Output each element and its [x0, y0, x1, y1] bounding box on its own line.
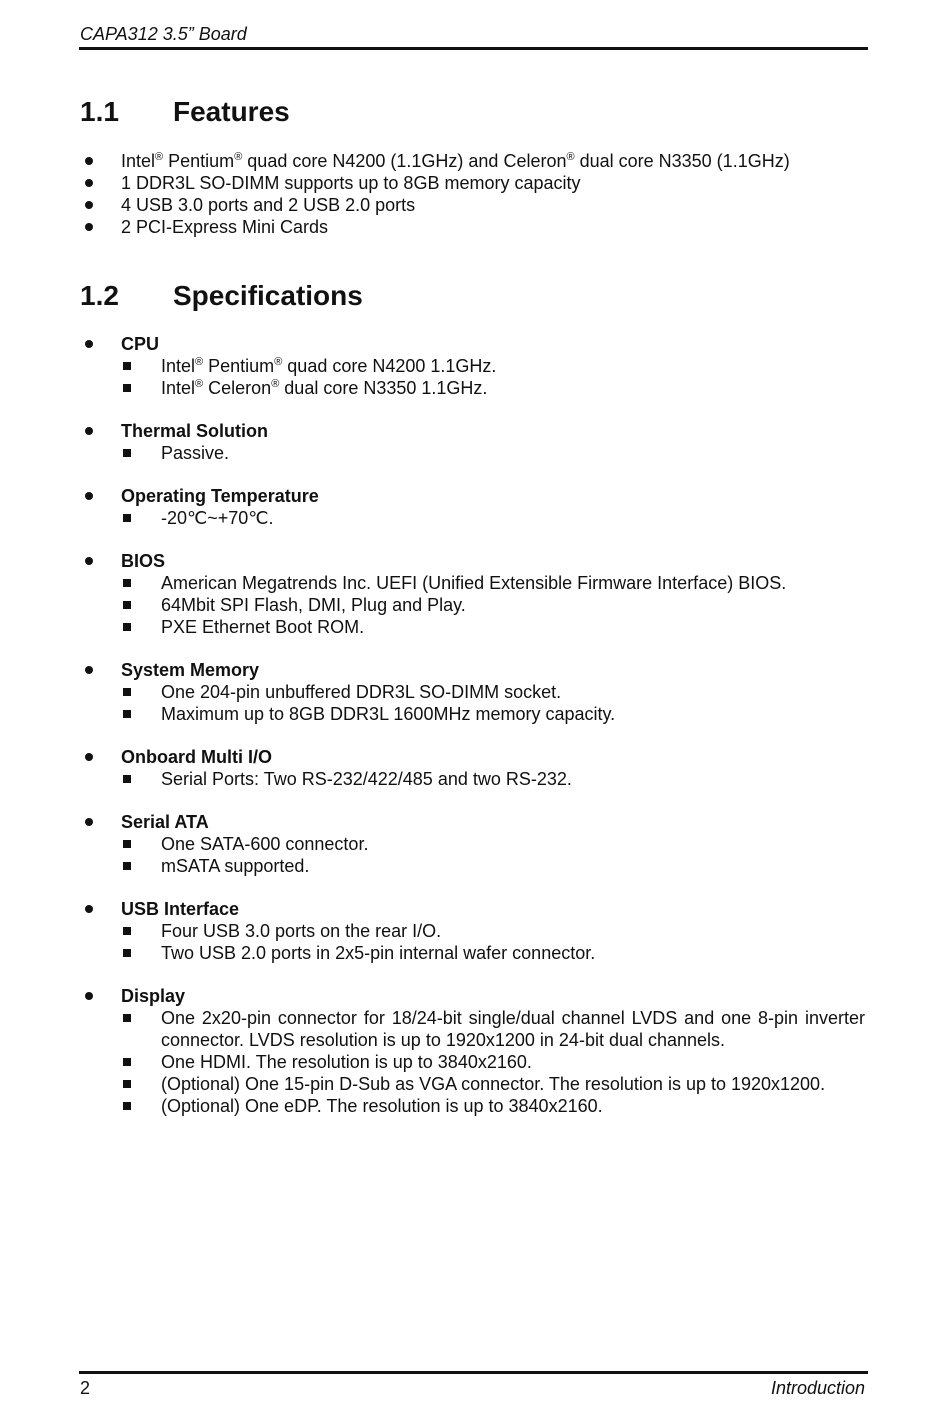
bullet-square-icon — [123, 1080, 131, 1088]
spec-item: Two USB 2.0 ports in 2x5-pin internal wafer connector. — [161, 943, 596, 963]
specifications-heading — [80, 280, 363, 312]
spec-item: Serial Ports: Two RS-232/422/485 and two RS-232. — [161, 769, 572, 789]
bullet-dot-icon — [85, 179, 93, 187]
text-fragment: dual core N3350 (1.1GHz) — [574, 151, 790, 171]
spec-group-title: Onboard Multi I/O — [121, 747, 272, 767]
spec-group-title: System Memory — [121, 660, 260, 680]
bullet-square-icon — [123, 775, 131, 783]
spec-item: PXE Ethernet Boot ROM. — [161, 617, 365, 637]
running-header-title: CAPA312 3.5” Board — [80, 24, 247, 44]
registered-mark: ® — [566, 151, 575, 163]
bullet-square-icon — [123, 949, 131, 957]
text-fragment: Intel — [161, 378, 196, 398]
text-fragment: dual core N3350 1.1GHz. — [279, 378, 488, 398]
spec-item: Four USB 3.0 ports on the rear I/O. — [161, 921, 442, 941]
spec-item — [161, 355, 496, 377]
bullet-square-icon — [123, 927, 131, 935]
registered-mark: ® — [271, 378, 280, 390]
text-fragment: Pentium — [203, 356, 275, 376]
bullet-square-icon — [123, 384, 131, 392]
feature-item: 4 USB 3.0 ports and 2 USB 2.0 ports — [121, 195, 416, 215]
registered-mark: ® — [195, 378, 204, 390]
bullet-dot-icon — [85, 157, 93, 165]
bullet-dot-icon — [85, 427, 93, 435]
text-fragment: Pentium — [163, 151, 235, 171]
bullet-square-icon — [123, 710, 131, 718]
spec-item — [161, 377, 487, 399]
text-fragment: Intel — [121, 151, 156, 171]
registered-mark: ® — [274, 356, 283, 368]
features-heading — [80, 96, 290, 128]
spec-item: One HDMI. The resolution is up to 3840x2160. — [161, 1052, 532, 1072]
features-number: 1.1 — [80, 96, 119, 127]
bullet-dot-icon — [85, 992, 93, 1000]
bullet-square-icon — [123, 601, 131, 609]
bullet-square-icon — [123, 1014, 131, 1022]
feature-item: 2 PCI-Express Mini Cards — [121, 217, 329, 237]
bullet-dot-icon — [85, 340, 93, 348]
spec-item: (Optional) One 15-pin D-Sub as VGA connector. The resolution is up to 1920x1200. — [161, 1074, 826, 1094]
spec-group-title: Operating Temperature — [121, 486, 319, 506]
text-fragment: Intel — [161, 356, 196, 376]
footer-rule — [79, 1371, 868, 1374]
header-rule — [79, 47, 868, 50]
bullet-dot-icon — [85, 223, 93, 231]
spec-item: (Optional) One eDP. The resolution is up to 3840x2160. — [161, 1096, 603, 1116]
spec-item: One SATA-600 connector. — [161, 834, 369, 854]
page-number: 2 — [80, 1378, 91, 1398]
spec-item: American Megatrends Inc. UEFI (Unified Extensible Firmware Interface) BIOS. — [161, 573, 787, 593]
bullet-square-icon — [123, 688, 131, 696]
spec-item: Passive. — [161, 443, 230, 463]
bullet-dot-icon — [85, 818, 93, 826]
spec-group-title: Thermal Solution — [121, 421, 269, 441]
feature-item: 1 DDR3L SO-DIMM supports up to 8GB memory capacity — [121, 173, 581, 193]
spec-item: One 204-pin unbuffered DDR3L SO-DIMM socket. — [161, 682, 562, 702]
footer-section-title: Introduction — [770, 1378, 865, 1398]
bullet-square-icon — [123, 1102, 131, 1110]
bullet-square-icon — [123, 579, 131, 587]
specifications-number: 1.2 — [80, 280, 119, 311]
spec-item: mSATA supported. — [161, 856, 310, 876]
spec-item: Maximum up to 8GB DDR3L 1600MHz memory capacity. — [161, 704, 616, 724]
bullet-square-icon — [123, 449, 131, 457]
bullet-square-icon — [123, 623, 131, 631]
registered-mark: ® — [155, 151, 164, 163]
features-title: Features — [173, 96, 290, 127]
spec-group-title: BIOS — [121, 551, 166, 571]
registered-mark: ® — [195, 356, 204, 368]
bullet-square-icon — [123, 362, 131, 370]
text-fragment: quad core N4200 1.1GHz. — [282, 356, 497, 376]
bullet-dot-icon — [85, 666, 93, 674]
text-fragment: Celeron — [203, 378, 272, 398]
spec-item: One 2x20-pin connector for 18/24-bit single/dual channel LVDS and one 8-pin inverter connector. LVDS resolution is up to 1920x1200 in 24-bit dual channels. — [161, 1008, 865, 1050]
bullet-dot-icon — [85, 201, 93, 209]
bullet-dot-icon — [85, 492, 93, 500]
bullet-dot-icon — [85, 753, 93, 761]
spec-group-title: Display — [121, 986, 186, 1006]
feature-item — [121, 150, 790, 172]
bullet-square-icon — [123, 862, 131, 870]
spec-item: 64Mbit SPI Flash, DMI, Plug and Play. — [161, 595, 466, 615]
bullet-dot-icon — [85, 557, 93, 565]
spec-item: -20℃~+70℃. — [161, 508, 274, 528]
bullet-dot-icon — [85, 905, 93, 913]
bullet-square-icon — [123, 840, 131, 848]
specifications-title: Specifications — [173, 280, 363, 311]
text-fragment: quad core N4200 (1.1GHz) and Celeron — [242, 151, 567, 171]
spec-group-title: USB Interface — [121, 899, 240, 919]
spec-group-title: Serial ATA — [121, 812, 209, 832]
registered-mark: ® — [234, 151, 243, 163]
spec-group-title: CPU — [121, 334, 160, 354]
bullet-square-icon — [123, 1058, 131, 1066]
bullet-square-icon — [123, 514, 131, 522]
